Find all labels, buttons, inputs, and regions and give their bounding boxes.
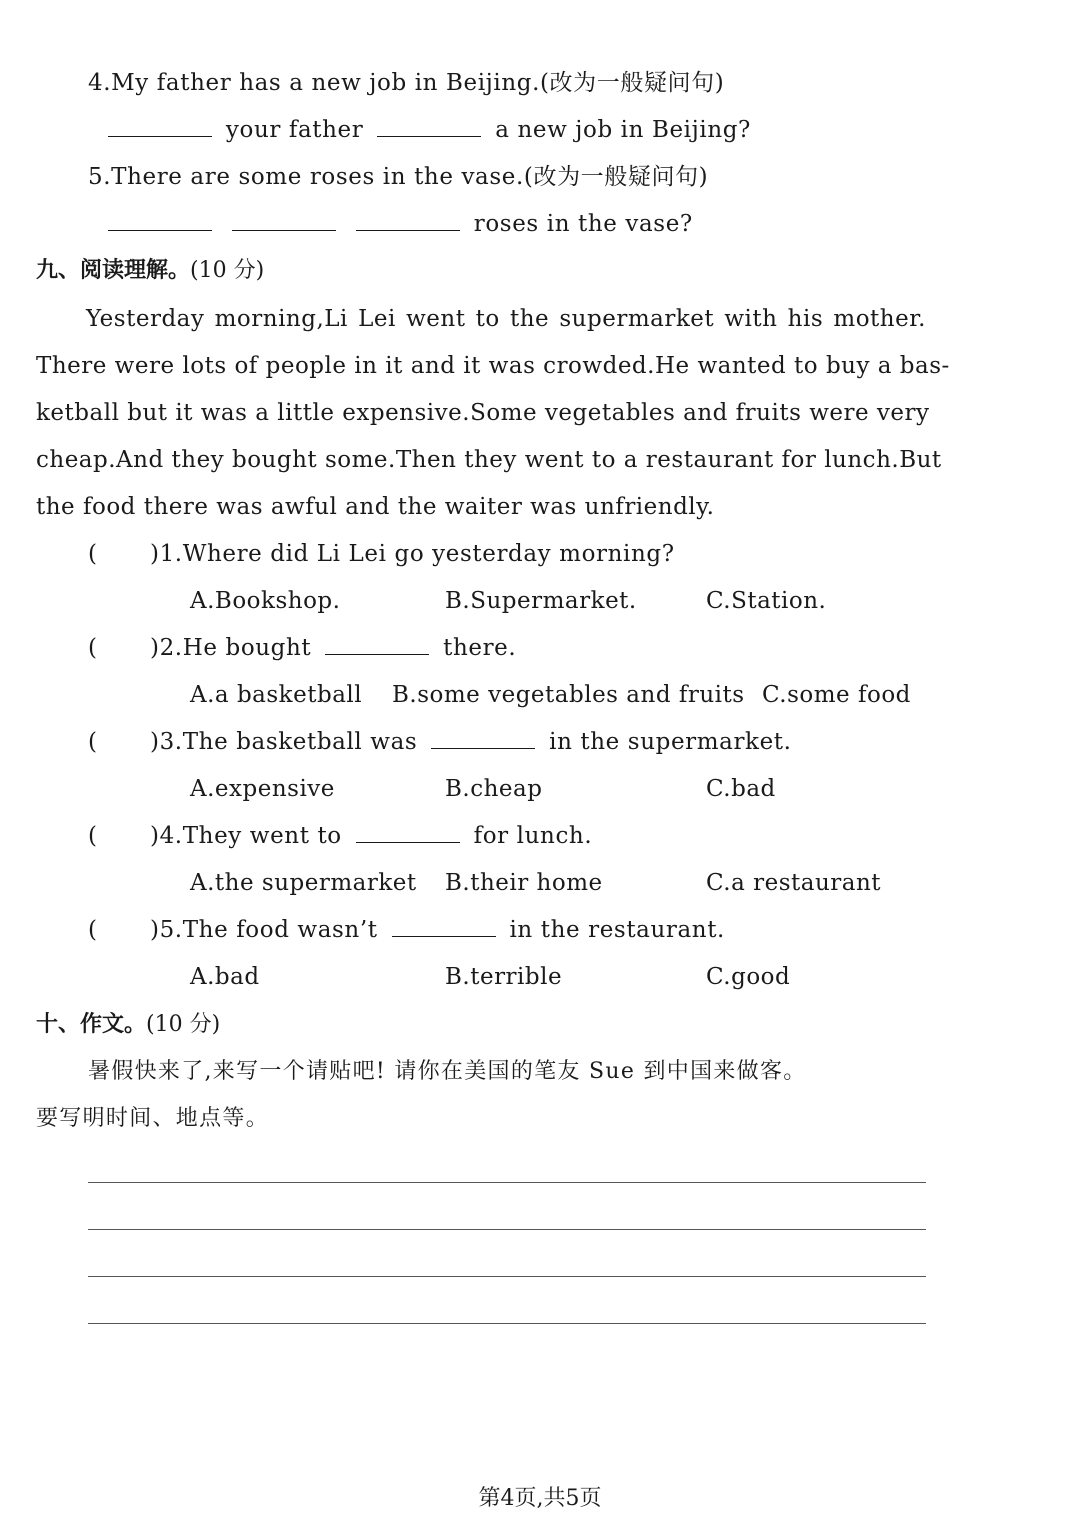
writing-line[interactable] <box>88 1229 926 1230</box>
passage-line-1: Yesterday morning,Li Lei went to the supermarket with his mother. <box>86 306 926 332</box>
answer-blank[interactable] <box>108 116 212 137</box>
passage-line-5: the food there was awful and the waiter was unfriendly. <box>36 494 715 520</box>
q3-option-b: B.cheap <box>445 776 543 802</box>
writing-line[interactable] <box>88 1276 926 1277</box>
section-9-heading <box>36 256 264 286</box>
question-2 <box>88 633 516 663</box>
question-1 <box>88 539 675 569</box>
writing-prompt-line-2: 要写明时间、地点等。 <box>36 1106 270 1131</box>
question-text-after: for lunch. <box>473 823 593 849</box>
section-9-points: (10 分) <box>190 258 265 283</box>
question-text: )2.He bought <box>150 635 312 661</box>
answer-paren[interactable]: ( <box>88 917 98 943</box>
passage-line-4: cheap.And they bought some.Then they went to a restaurant for lunch.But <box>36 447 942 473</box>
q4-option-a: A.the supermarket <box>190 870 417 896</box>
question-text-after: in the restaurant. <box>509 917 725 943</box>
question-text: )4.They went to <box>150 823 342 849</box>
page-number: 第4页,共5页 <box>478 1486 602 1511</box>
q5-prompt: 5.There are some roses in the vase.(改为一般疑问句) <box>88 164 709 190</box>
answer-blank[interactable] <box>377 116 481 137</box>
question-4 <box>88 821 592 851</box>
q2-option-a: A.a basketball <box>190 682 363 708</box>
answer-paren[interactable]: ( <box>88 635 98 661</box>
q4-text-1: your father <box>225 117 364 143</box>
answer-blank[interactable] <box>232 210 336 231</box>
writing-prompt-line-1: 暑假快来了,来写一个请贴吧! 请你在美国的笔友 Sue 到中国来做客。 <box>88 1059 807 1084</box>
q5-option-b: B.terrible <box>445 964 563 990</box>
q4-option-c: C.a restaurant <box>706 870 882 896</box>
q2-option-b: B.some vegetables and fruits <box>392 682 745 708</box>
q3-option-c: C.bad <box>706 776 776 802</box>
question-text: )1.Where did Li Lei go yesterday morning? <box>150 541 675 567</box>
q2-option-c: C.some food <box>762 682 911 708</box>
answer-blank[interactable] <box>431 728 535 749</box>
q4-option-b: B.their home <box>445 870 603 896</box>
q5-option-c: C.good <box>706 964 791 990</box>
answer-blank[interactable] <box>356 210 460 231</box>
writing-line[interactable] <box>88 1323 926 1324</box>
q3-option-a: A.expensive <box>190 776 335 802</box>
q5-answer-line <box>108 209 693 239</box>
q1-option-a: A.Bookshop. <box>190 588 341 614</box>
question-text: )5.The food wasn’t <box>150 917 378 943</box>
writing-line[interactable] <box>88 1182 926 1183</box>
question-3 <box>88 727 792 757</box>
answer-paren[interactable]: ( <box>88 823 98 849</box>
answer-paren[interactable]: ( <box>88 541 98 567</box>
section-10-title: 十、作文。 <box>36 1012 147 1037</box>
q5-option-a: A.bad <box>190 964 260 990</box>
q1-option-b: B.Supermarket. <box>445 588 637 614</box>
answer-blank[interactable] <box>356 822 460 843</box>
answer-blank[interactable] <box>325 634 429 655</box>
q5-text: roses in the vase? <box>473 211 693 237</box>
q4-text-2: a new job in Beijing? <box>495 117 751 143</box>
question-5 <box>88 915 725 945</box>
question-text-after: there. <box>443 635 517 661</box>
q4-answer-line <box>108 115 751 145</box>
answer-paren[interactable]: ( <box>88 729 98 755</box>
passage-line-2: There were lots of people in it and it was crowded.He wanted to buy a bas- <box>36 353 950 379</box>
section-10-heading <box>36 1010 220 1040</box>
passage-line-3: ketball but it was a little expensive.Some vegetables and fruits were very <box>36 400 930 426</box>
section-10-points: (10 分) <box>146 1012 221 1037</box>
q4-prompt: 4.My father has a new job in Beijing.(改为一般疑问句) <box>88 70 725 96</box>
answer-blank[interactable] <box>392 916 496 937</box>
section-9-title: 九、阅读理解。 <box>36 258 191 283</box>
question-text: )3.The basketball was <box>150 729 418 755</box>
question-text-after: in the supermarket. <box>549 729 792 755</box>
answer-blank[interactable] <box>108 210 212 231</box>
q1-option-c: C.Station. <box>706 588 827 614</box>
